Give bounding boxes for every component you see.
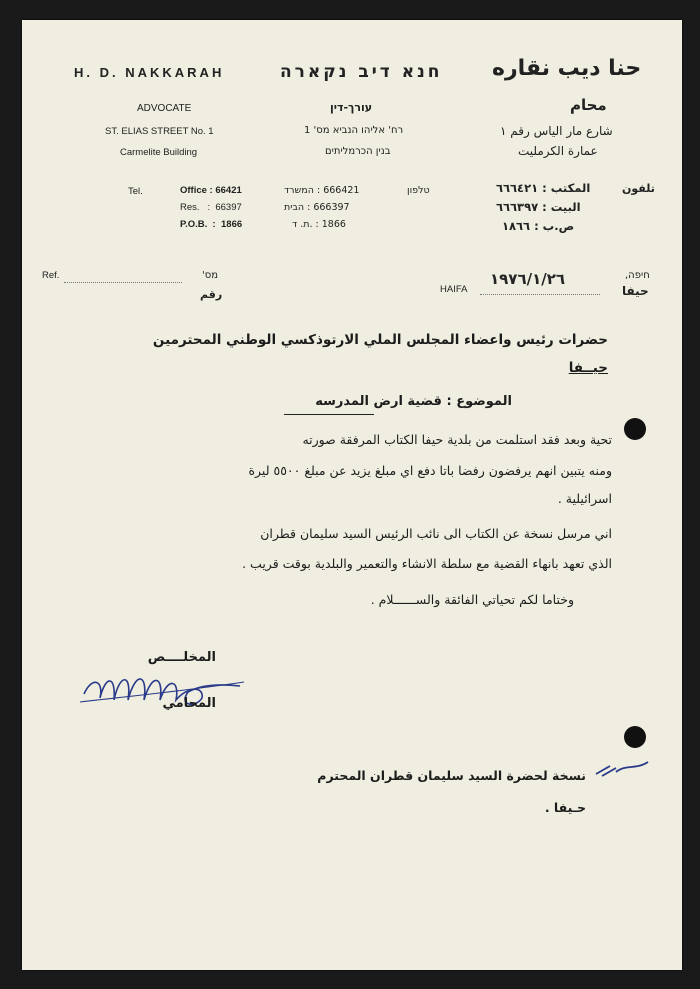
office-phone-ar: المكتب : ٦٦٦٤٢١ bbox=[496, 181, 591, 195]
tel-label-en: Tel. bbox=[128, 186, 143, 197]
office-phone-he: 666421 : המשרד bbox=[284, 185, 360, 196]
sign-label: المخلــــص bbox=[147, 650, 216, 665]
cc-line: نسخة لحضرة السيد سليمان قطران المحترم bbox=[317, 768, 586, 783]
subject-underline bbox=[284, 414, 374, 415]
ref-label-he: מס' bbox=[202, 270, 219, 281]
title-he: עורך-דין bbox=[330, 101, 373, 114]
addressee-line: حضرات رئيس واعضاء المجلس الملي الارتوذكسي الوطني المحترمين bbox=[152, 332, 608, 348]
haifa-label-he: חיפה, bbox=[625, 270, 650, 281]
street-ar: شارع مار الياس رقم ١ bbox=[500, 124, 613, 138]
tel-label-he: טלפון bbox=[407, 185, 430, 196]
office-phone-en: Office : 66421 bbox=[180, 185, 242, 196]
punch-hole-bottom bbox=[624, 726, 646, 748]
letterhead-name-en: H. D. NAKKARAH bbox=[74, 65, 225, 80]
res-phone-he: 666397 : הבית bbox=[284, 202, 350, 213]
letter-date: ١٩٧٦/١/٢٦ bbox=[490, 270, 566, 288]
ref-label-ar: رقم bbox=[200, 288, 223, 301]
punch-hole-top bbox=[624, 418, 646, 440]
letter-page bbox=[22, 20, 682, 970]
letterhead-name-ar: حنا ديب نقاره bbox=[492, 56, 642, 81]
haifa-label-ar: حيفا bbox=[622, 284, 649, 298]
signer-title: المحامي bbox=[162, 696, 216, 711]
pob-en: P.O.B. : 1866 bbox=[180, 219, 243, 230]
haifa-label-en: HAIFA bbox=[440, 284, 468, 295]
letterhead-name-he: חנא דיב נקארה bbox=[280, 62, 443, 82]
para2-line1: اني مرسل نسخة عن الكتاب الى نائب الرئيس السيد سليمان قطران bbox=[260, 526, 612, 541]
building-he: בנין הכרמליתים bbox=[325, 146, 391, 157]
title-ar: محام bbox=[570, 96, 607, 114]
ref-dotted-line bbox=[64, 282, 182, 283]
tel-label-ar: تلفون bbox=[622, 182, 655, 195]
ref-label-en: Ref. bbox=[42, 270, 60, 281]
para1-line2: ومنه يتبين انهم يرفضون رفضا باتا دفع اي مبلغ يزيد عن مبلغ ٥٥٠٠ ليرة bbox=[248, 463, 612, 478]
cc-city: حـيفا . bbox=[544, 800, 586, 815]
para1-line3: اسرائيلية . bbox=[557, 491, 612, 506]
street-en: ST. ELIAS STREET No. 1 bbox=[105, 126, 214, 137]
pob-he: 1866 : .ת. ד bbox=[292, 219, 346, 230]
para2-line2: الذي تعهد بانهاء القضية مع سلطة الانشاء والتعمير والبلدية بوقت قريب . bbox=[242, 556, 612, 571]
title-en: ADVOCATE bbox=[137, 103, 192, 114]
res-phone-ar: البيت : ٦٦٦٣٩٧ bbox=[496, 200, 581, 214]
date-dotted-line bbox=[480, 294, 600, 295]
street-he: רח' אליהו הנביא מס' 1 bbox=[304, 125, 404, 136]
subject-line: الموضوع : قضية ارض المدرسه bbox=[315, 394, 512, 409]
res-phone-en: Res. : 66397 bbox=[180, 202, 242, 213]
pob-ar: ص.ب : ١٨٦٦ bbox=[502, 219, 575, 233]
cc-pen-mark bbox=[592, 756, 652, 786]
building-en: Carmelite Building bbox=[120, 147, 198, 158]
building-ar: عمارة الكرمليت bbox=[518, 144, 598, 158]
closing-line: وختاما لكم تحياتي الفائقة والســــــلام . bbox=[370, 592, 574, 607]
para1-line1: تحية وبعد فقد استلمت من بلدية حيفا الكتاب المرفقة صورته bbox=[302, 432, 612, 447]
addressee-city: حيــفا bbox=[568, 360, 608, 376]
